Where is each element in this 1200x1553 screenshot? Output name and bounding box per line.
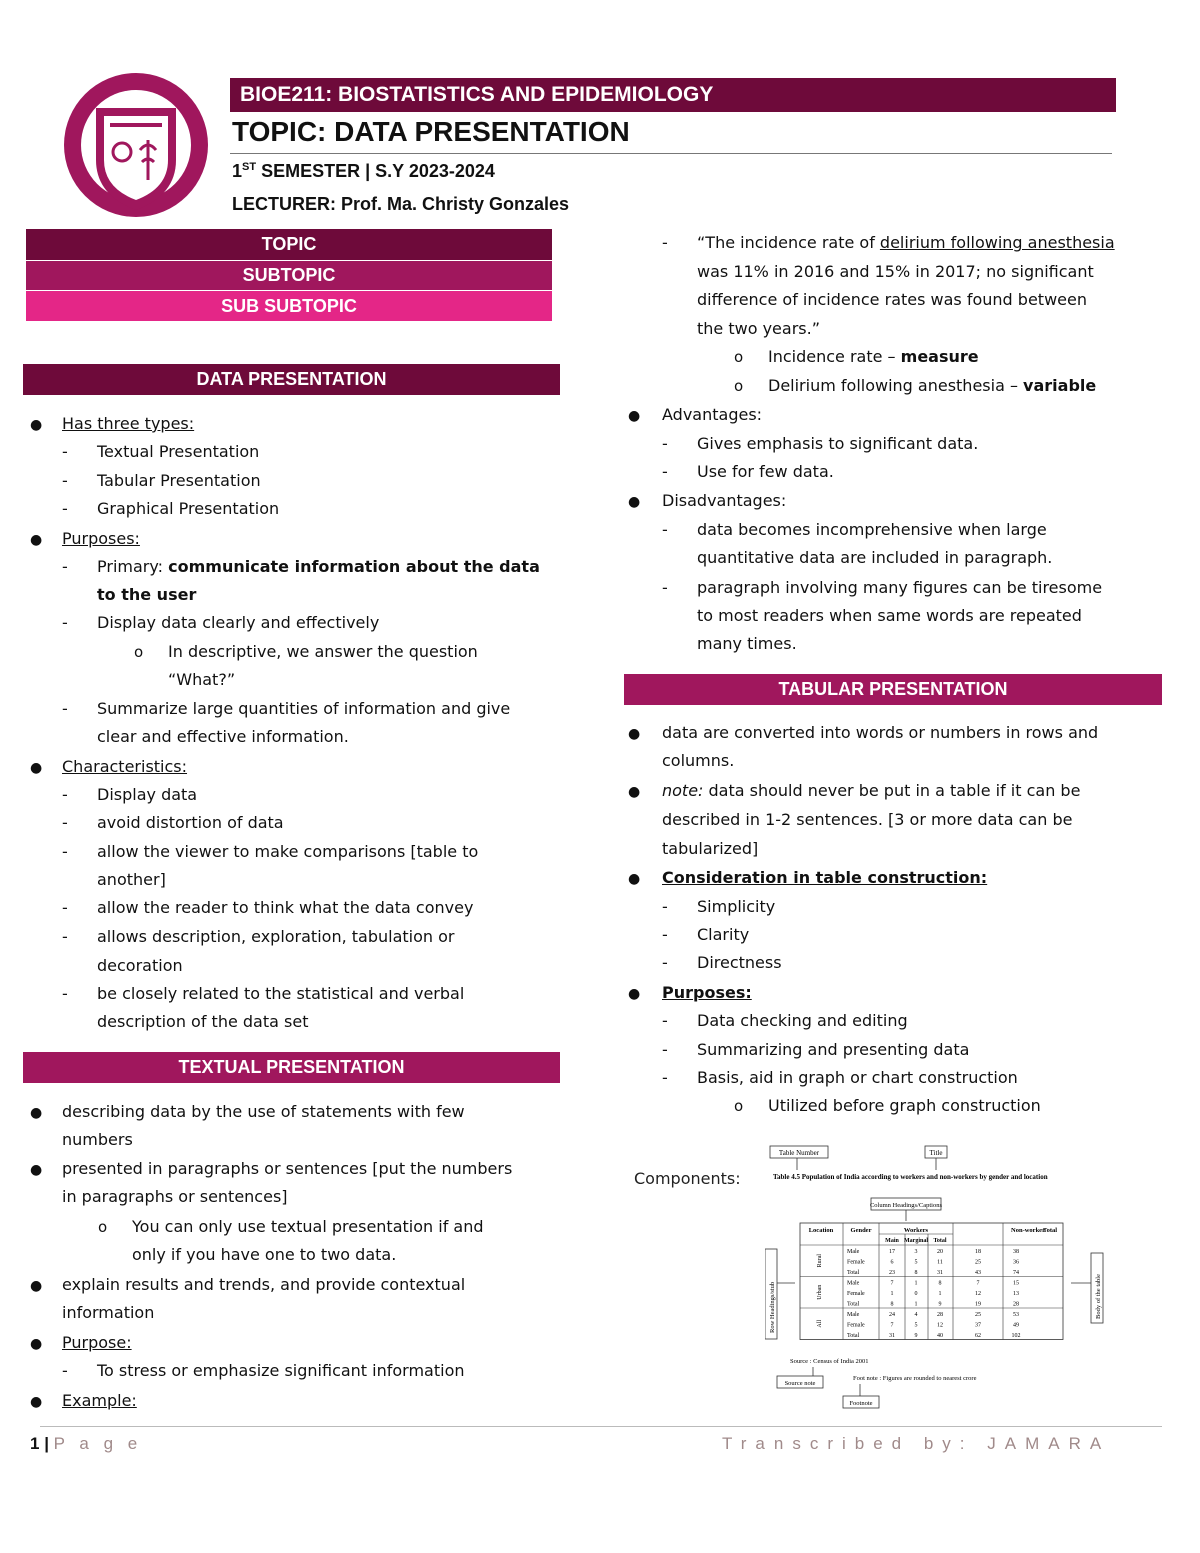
table-value-cell: 9 — [914, 1333, 918, 1339]
title-tag: Title — [929, 1149, 943, 1157]
purpose-subitem-cont: “What?” — [168, 670, 236, 689]
table-header-cell: Workers — [903, 1227, 929, 1234]
tabular-note-cont: described in 1-2 sentences. [3 or more data can be — [662, 810, 1073, 829]
table-value-cell: 24 — [889, 1312, 895, 1318]
table-value-cell: 8 — [914, 1270, 918, 1276]
dash-icon: - — [662, 1068, 668, 1087]
table-gender-cell: Female — [847, 1259, 865, 1266]
dash-icon: - — [662, 897, 668, 916]
bullet-icon: ● — [30, 417, 43, 433]
lecturer-line: LECTURER: Prof. Ma. Christy Gonzales — [232, 194, 570, 214]
dash-icon: - — [62, 785, 68, 804]
table-value-cell: 9 — [938, 1301, 942, 1308]
purpose-item-cont: clear and effective information. — [97, 727, 349, 746]
semester-line: 1ST SEMESTER | S.Y 2023-2024 — [232, 161, 495, 181]
table-value-cell: 4 — [914, 1312, 918, 1318]
row-headings-tag: Row Headings/stub — [769, 1281, 776, 1333]
characteristics-label: Characteristics: — [62, 757, 188, 776]
dash-icon: - — [62, 984, 68, 1003]
section-textual-presentation: TEXTUAL PRESENTATION — [23, 1052, 560, 1083]
purpose-primary: Primary: communicate information about the data — [97, 557, 540, 576]
table-value-cell: 12 — [975, 1291, 981, 1297]
textual-subitem: You can only use textual presentation if and — [132, 1217, 484, 1236]
column-headings-tag: Column Headings/Captions — [869, 1202, 943, 1209]
tabular-note-cont: tabularized] — [662, 839, 759, 858]
characteristic-item-cont: description of the data set — [97, 1012, 309, 1031]
table-value-cell: 6 — [890, 1259, 894, 1266]
purpose-item: Summarize large quantities of information and give — [97, 699, 511, 718]
purpose-label: Purpose: — [62, 1333, 132, 1352]
table-subheader-cell: Marginal — [904, 1238, 928, 1244]
bullet-icon: ● — [30, 1105, 43, 1121]
dash-icon: - — [62, 471, 68, 490]
circle-bullet-icon: o — [734, 348, 744, 366]
circle-bullet-icon: o — [734, 1097, 744, 1115]
table-value-cell: 102 — [1011, 1333, 1021, 1339]
table-subheader-cell: Main — [885, 1238, 899, 1244]
dash-icon: - — [62, 1361, 68, 1380]
dash-icon: - — [662, 462, 668, 481]
table-header-cell: Non-worker — [1011, 1227, 1045, 1234]
dash-icon: - — [662, 578, 668, 597]
dash-icon: - — [662, 233, 668, 252]
disadvantage-item: data becomes incomprehensive when large — [697, 520, 1047, 539]
section-tabular-presentation: TABULAR PRESENTATION — [624, 674, 1162, 705]
textual-item-cont: numbers — [62, 1130, 133, 1149]
advantage-item: Use for few data. — [697, 462, 834, 481]
example-label: Example: — [62, 1391, 137, 1410]
table-subheader-cell: Total — [933, 1238, 947, 1244]
table-value-cell: 3 — [914, 1249, 918, 1255]
disadvantage-item-cont: many times. — [697, 634, 797, 653]
dash-icon: - — [62, 927, 68, 946]
dash-icon: - — [662, 434, 668, 453]
dash-icon: - — [62, 442, 68, 461]
foot-note-text: Foot note : Figures are rounded to nearest crore — [853, 1375, 977, 1382]
university-seal-logo — [62, 70, 210, 220]
table-value-cell: 19 — [975, 1301, 981, 1308]
table-value-cell: 36 — [1013, 1259, 1019, 1266]
table-value-cell: 15 — [1013, 1280, 1019, 1287]
table-value-cell: 12 — [937, 1322, 943, 1329]
table-value-cell: 23 — [889, 1270, 895, 1276]
table-value-cell: 28 — [1013, 1301, 1019, 1308]
table-gender-cell: Male — [847, 1280, 860, 1287]
type-item: Tabular Presentation — [97, 471, 261, 490]
dash-icon: - — [62, 613, 68, 632]
table-value-cell: 37 — [975, 1322, 981, 1329]
circle-bullet-icon: o — [98, 1218, 108, 1236]
example-quote: “The incidence rate of delirium following anesthesia — [697, 233, 1115, 252]
bullet-icon: ● — [628, 494, 641, 510]
table-value-cell: 53 — [1013, 1312, 1019, 1318]
table-frame — [800, 1223, 1063, 1340]
dash-icon: - — [62, 557, 68, 576]
dash-icon: - — [62, 842, 68, 861]
table-value-cell: 1 — [914, 1301, 918, 1308]
bullet-icon: ● — [30, 532, 43, 548]
table-value-cell: 8 — [890, 1301, 894, 1308]
table-header-cell: Gender — [850, 1227, 872, 1234]
consideration-item: Directness — [697, 953, 782, 972]
dash-icon: - — [62, 699, 68, 718]
circle-bullet-icon: o — [734, 377, 744, 395]
table-value-cell: 25 — [975, 1312, 981, 1318]
source-note-tag: Source note — [784, 1380, 816, 1387]
table-value-cell: 40 — [937, 1333, 943, 1339]
table-value-cell: 0 — [914, 1291, 918, 1297]
course-banner — [230, 78, 1116, 112]
example-quote-cont: the two years.” — [697, 319, 820, 338]
consideration-item: Simplicity — [697, 897, 776, 916]
table-gender-cell: Male — [847, 1249, 860, 1255]
bullet-icon: ● — [30, 1278, 43, 1294]
table-header-cell: Location — [808, 1227, 834, 1234]
bullet-icon: ● — [30, 1162, 43, 1178]
advantages-label: Advantages: — [662, 405, 763, 424]
type-item: Graphical Presentation — [97, 499, 280, 518]
table-value-cell: 31 — [889, 1333, 895, 1339]
table-value-cell: 43 — [975, 1270, 981, 1276]
characteristic-item: be closely related to the statistical and verbal — [97, 984, 465, 1003]
circle-bullet-icon: o — [134, 643, 144, 661]
table-location-cell: Rural — [817, 1254, 823, 1268]
type-item: Textual Presentation — [97, 442, 260, 461]
textual-item: presented in paragraphs or sentences [put the numbers — [62, 1159, 513, 1178]
page-number: 1 | P a g e — [30, 1434, 143, 1453]
table-value-cell: 1 — [914, 1280, 918, 1287]
bullet-icon: ● — [628, 986, 641, 1002]
table-components-figure — [765, 1143, 1113, 1413]
consideration-item: Clarity — [697, 925, 750, 944]
title-divider — [230, 153, 1112, 154]
transcriber-credit: Transcribed by: JAMARA — [722, 1434, 1111, 1453]
purpose-item: Display data clearly and effectively — [97, 613, 380, 632]
table-value-cell: 31 — [937, 1270, 943, 1276]
page-title: TOPIC: DATA PRESENTATION — [232, 116, 630, 147]
disadvantage-item-cont: to most readers when same words are repeated — [697, 606, 1082, 625]
table-gender-cell: Total — [847, 1301, 860, 1308]
table-value-cell: 7 — [890, 1322, 894, 1329]
table-value-cell: 5 — [914, 1322, 918, 1329]
dash-icon: - — [62, 499, 68, 518]
table-value-cell: 28 — [937, 1312, 943, 1318]
purpose-primary-cont: to the user — [97, 585, 197, 604]
footnote-tag: Footnote — [849, 1400, 873, 1407]
characteristic-item: Display data — [97, 785, 198, 804]
disadvantage-item-cont: quantitative data are included in paragraph. — [697, 548, 1053, 567]
purpose-item: Data checking and editing — [697, 1011, 908, 1030]
source-text: Source : Census of India 2001 — [790, 1358, 869, 1365]
purpose-subitem: Utilized before graph construction — [768, 1096, 1041, 1115]
table-value-cell: 7 — [890, 1280, 894, 1287]
legend-topic: TOPIC — [26, 229, 552, 260]
purpose-item: Basis, aid in graph or chart construction — [697, 1068, 1018, 1087]
dash-icon: - — [62, 813, 68, 832]
purpose-item: Summarizing and presenting data — [697, 1040, 970, 1059]
example-subitem: Incidence rate – measure — [768, 347, 979, 366]
textual-subitem-cont: only if you have one to two data. — [132, 1245, 397, 1264]
characteristic-item: allows description, exploration, tabulation or — [97, 927, 455, 946]
tabular-item: data are converted into words or numbers in rows and — [662, 723, 1099, 742]
disadvantage-item: paragraph involving many figures can be tiresome — [697, 578, 1103, 597]
bullet-icon: ● — [628, 784, 641, 800]
example-quote-cont: difference of incidence rates was found between — [697, 290, 1087, 309]
advantage-item: Gives emphasis to significant data. — [697, 434, 979, 453]
footer-divider — [40, 1426, 1162, 1427]
characteristic-item: allow the reader to think what the data convey — [97, 898, 474, 917]
table-value-cell: 20 — [937, 1249, 943, 1255]
table-value-cell: 13 — [1013, 1291, 1019, 1297]
table-value-cell: 62 — [975, 1333, 981, 1339]
bullet-icon: ● — [628, 726, 641, 742]
table-gender-cell: Female — [847, 1291, 865, 1297]
consideration-label: Consideration in table construction: — [662, 868, 988, 887]
table-gender-cell: Male — [847, 1312, 860, 1318]
sample-table — [800, 1223, 1063, 1340]
dash-icon: - — [62, 898, 68, 917]
table-value-cell: 49 — [1013, 1322, 1019, 1329]
legend-subsubtopic: SUB SUBTOPIC — [26, 291, 552, 321]
table-value-cell: 8 — [938, 1280, 942, 1287]
table-location-cell: Urban — [817, 1284, 823, 1300]
purposes-label: Purposes: — [62, 529, 140, 548]
table-header-cell: Total — [1042, 1227, 1058, 1234]
dash-icon: - — [662, 1040, 668, 1059]
table-value-cell: 7 — [976, 1280, 980, 1287]
dash-icon: - — [662, 1011, 668, 1030]
table-caption: Table 4.5 Population of India according to workers and non-workers by gender and location — [773, 1173, 1048, 1181]
table-value-cell: 1 — [890, 1291, 894, 1297]
bullet-icon: ● — [628, 871, 641, 887]
components-label: Components: — [634, 1169, 741, 1188]
legend-subtopic: SUBTOPIC — [26, 261, 552, 290]
table-value-cell: 11 — [937, 1259, 943, 1266]
example-subitem: Delirium following anesthesia – variable — [768, 376, 1097, 395]
textual-item-cont: information — [62, 1303, 155, 1322]
table-number-tag: Table Number — [778, 1149, 820, 1157]
bullet-icon: ● — [30, 1394, 43, 1410]
purpose-subitem: In descriptive, we answer the question — [168, 642, 478, 661]
example-quote-cont: was 11% in 2016 and 15% in 2017; no significant — [697, 262, 1094, 281]
bullet-icon: ● — [30, 760, 43, 776]
characteristic-item-cont: another] — [97, 870, 166, 889]
purpose-item: To stress or emphasize significant information — [97, 1361, 465, 1380]
table-value-cell: 18 — [975, 1249, 981, 1255]
table-value-cell: 17 — [889, 1249, 895, 1255]
bullet-icon: ● — [628, 408, 641, 424]
dash-icon: - — [662, 953, 668, 972]
characteristic-item: allow the viewer to make comparisons [table to — [97, 842, 479, 861]
table-gender-cell: Total — [847, 1270, 860, 1276]
table-value-cell: 38 — [1013, 1249, 1019, 1255]
section-data-presentation: DATA PRESENTATION — [23, 364, 560, 395]
textual-item-cont: in paragraphs or sentences] — [62, 1187, 288, 1206]
table-value-cell: 74 — [1013, 1270, 1019, 1276]
textual-item: explain results and trends, and provide contextual — [62, 1275, 466, 1294]
tabular-item-cont: columns. — [662, 751, 735, 770]
textual-item: describing data by the use of statements with few — [62, 1102, 465, 1121]
types-label: Has three types: — [62, 414, 195, 433]
purposes-label: Purposes: — [662, 983, 752, 1002]
table-location-cell: All — [817, 1319, 823, 1328]
characteristic-item: avoid distortion of data — [97, 813, 284, 832]
characteristic-item-cont: decoration — [97, 956, 183, 975]
bullet-icon: ● — [30, 1336, 43, 1352]
table-value-cell: 5 — [914, 1259, 918, 1266]
table-gender-cell: Female — [847, 1322, 865, 1329]
dash-icon: - — [662, 520, 668, 539]
body-tag: Body of the table — [1095, 1274, 1102, 1319]
table-gender-cell: Total — [847, 1333, 860, 1339]
dash-icon: - — [662, 925, 668, 944]
table-value-cell: 1 — [938, 1291, 942, 1297]
tabular-note: note: data should never be put in a table if it can be — [662, 781, 1081, 800]
course-title: BIOE211: BIOSTATISTICS AND EPIDEMIOLOGY — [240, 83, 714, 106]
disadvantages-label: Disadvantages: — [662, 491, 787, 510]
table-value-cell: 25 — [975, 1259, 981, 1266]
